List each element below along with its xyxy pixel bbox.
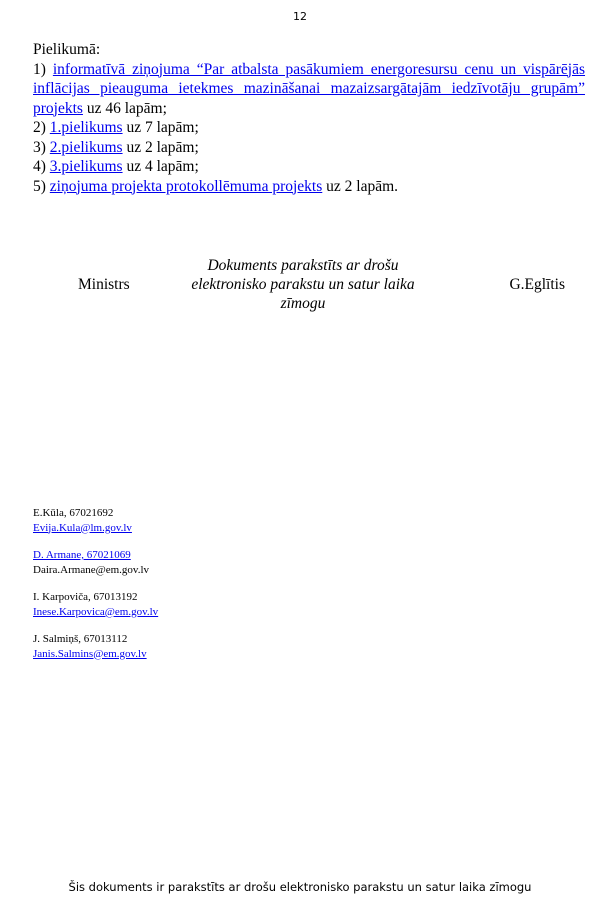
- attachment-page-count: uz 2 lapām;: [122, 138, 199, 156]
- contact-email-link[interactable]: Evija.Kula@lm.gov.lv: [33, 521, 132, 534]
- attachment-number: 3): [33, 138, 46, 156]
- contact-email: Daira.Armane@em.gov.lv: [33, 563, 150, 576]
- attachment-item-5: [33, 177, 585, 197]
- attachment-number: 5): [33, 177, 46, 195]
- contact-entry: [33, 548, 158, 577]
- contact-name-phone: J. Salmiņš, 67013112: [33, 633, 128, 645]
- page-number: 12: [293, 10, 307, 23]
- attachment-link-protocol-draft[interactable]: ziņojuma projekta protokollēmuma projekts: [49, 177, 323, 195]
- contact-entry: [33, 506, 158, 535]
- attachments-heading: Pielikumā:: [33, 41, 101, 58]
- contact-email-link[interactable]: Inese.Karpovica@em.gov.lv: [33, 605, 159, 618]
- contact-name-phone: I. Karpoviča, 67013192: [33, 591, 138, 603]
- attachment-number: 4): [33, 158, 46, 175]
- contacts-block: [33, 506, 158, 674]
- attachment-item-3: [33, 138, 585, 158]
- attachment-link-annex-2[interactable]: 2.pielikums: [49, 138, 123, 156]
- footer-signature-note: Šis dokuments ir parakstīts ar drošu elektronisko parakstu un satur laika zīmogu: [68, 880, 532, 894]
- attachment-link-annex-3[interactable]: 3.pielikums: [49, 158, 123, 175]
- attachment-number: 2): [33, 119, 46, 136]
- attachment-page-count: uz 7 lapām;: [122, 119, 199, 136]
- attachment-page-count: uz 46 lapām;: [82, 99, 167, 117]
- contact-email-link[interactable]: Janis.Salmins@em.gov.lv: [33, 647, 147, 660]
- attachment-item-2: [33, 118, 585, 138]
- attachment-page-count: uz 4 lapām;: [122, 158, 199, 175]
- contact-name-phone: E.Kūla, 67021692: [33, 507, 114, 519]
- attachment-item-4: [33, 157, 585, 177]
- signer-role: Ministrs: [78, 276, 130, 293]
- attachment-link-annex-1[interactable]: 1.pielikums: [49, 119, 123, 136]
- attachments-list: [33, 40, 585, 196]
- attachment-item-1: [33, 60, 585, 119]
- e-signature-note: Dokuments parakstīts ar drošu elektronisko parakstu un satur laika zīmogu: [191, 257, 415, 312]
- contact-name-phone-link[interactable]: D. Armane, 67021069: [33, 549, 131, 561]
- attachment-page-count: uz 2 lapām.: [322, 177, 399, 195]
- contact-entry: [33, 632, 158, 661]
- attachment-link-report-draft[interactable]: informatīvā ziņojuma “Par atbalsta pasākumiem energoresursu cenu un vispārējās inflācijas pieauguma ietekmes mazināšanai mazaizsargātajām iedzīvotāju grupām” projekts: [33, 60, 586, 117]
- attachment-number: 1): [33, 60, 46, 78]
- signature-block: [33, 256, 585, 316]
- signer-name: G.Eglītis: [509, 276, 565, 293]
- contact-entry: [33, 590, 158, 619]
